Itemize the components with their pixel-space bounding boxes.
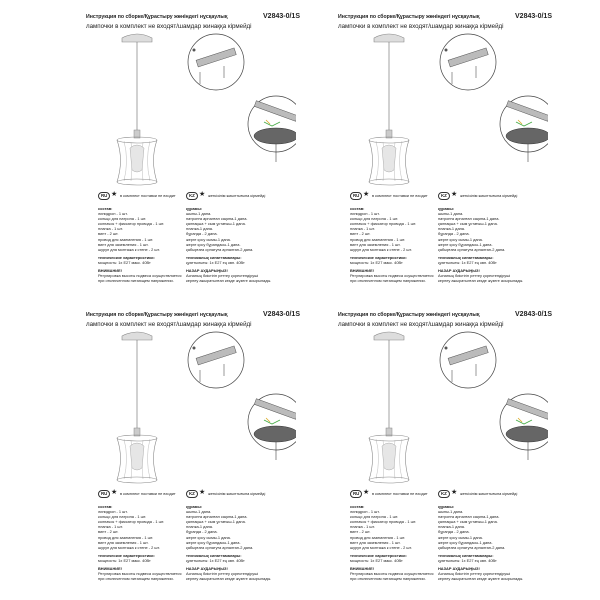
model-number: V2843-0/1S — [515, 311, 552, 318]
list-item: жерге қосу бұрандасы-1 дана. — [438, 539, 493, 545]
list-item: қабырғаға орнатуға арналған-2 дана. — [438, 246, 506, 252]
header-title: Инструкция по сборке/Құрастыру жөніндегі нұсқаулық V2843-0/1S — [86, 311, 300, 318]
list-item: планка-1 дана. — [186, 226, 214, 232]
ru-warning-line: при отключенном питающем напряжении. — [350, 576, 426, 582]
ru-note: в комплект поставки не входит — [120, 491, 176, 496]
kz-section-title: құрамы: — [186, 206, 203, 211]
list-item: планка - 1 шт. — [350, 524, 375, 530]
star-icon: ★ — [363, 489, 370, 496]
instruction-sheet — [320, 312, 552, 594]
kz-warning-title: НАЗАР АУДАРЫҢЫЗ! — [438, 268, 480, 274]
ru-warning-line: Регулировка высоты подвеса осуществляется — [98, 273, 182, 279]
ru-warning-title: ВНИМАНИЕ! — [350, 268, 374, 274]
list-item: шуруп для монтажа к стене - 2 шт. — [98, 246, 160, 252]
kz-specs-title: техникалық сипаттамалары: — [186, 254, 242, 260]
ru-column — [98, 206, 181, 283]
list-item: жерге қосу сымы-1 дана. — [438, 534, 483, 540]
ru-specs-title: технические характеристики: — [98, 254, 155, 260]
kz-specs-title: техникалық сипаттамалары: — [438, 552, 494, 558]
model-number: V2843-0/1S — [263, 13, 300, 20]
mounting-diagrams — [438, 32, 548, 182]
list-item: қалпақша + сым ұстағыш-1 дана. — [186, 519, 246, 525]
list-item: шыны-1 дана. — [438, 509, 464, 515]
list-item: винт - 2 шт. — [98, 231, 119, 237]
list-item: винт - 2 шт. — [350, 529, 371, 535]
kz-column — [438, 504, 523, 581]
star-icon: ★ — [199, 191, 206, 198]
list-item: бұранда - 2 дана. — [186, 231, 218, 237]
list-item: липидроп - 1 шт. — [98, 211, 128, 217]
kz-badge: KZ — [186, 192, 198, 200]
header-title: Инструкция по сборке/Құрастыру жөніндегі нұсқаулық V2843-0/1S — [338, 311, 552, 318]
model-number: V2843-0/1S — [515, 13, 552, 20]
kz-column — [438, 206, 523, 283]
star-icon: ★ — [451, 489, 458, 496]
list-item: шуруп для монтажа к стене - 2 шт. — [350, 246, 412, 252]
list-item: жерге қосу бұрандасы-1 дана. — [186, 241, 241, 247]
list-item: патронға арналған сақина-1 дана. — [438, 216, 500, 222]
list-item: бұранда - 2 дана. — [186, 529, 218, 535]
ru-section-title: состав: — [98, 504, 113, 509]
ru-section-title: состав: — [98, 206, 113, 211]
pendant-lamp-illustration — [354, 30, 424, 190]
list-item: колпачок + фиксатор провода - 1 шт. — [350, 519, 417, 525]
list-item: провод для заземления - 1 шт. — [350, 534, 406, 540]
header-subtitle: лампочки в комплект не входят/шамдар жинаққа кірмейді — [338, 321, 504, 328]
ru-note: в комплект поставки не входит — [372, 193, 428, 198]
kz-warning-title: НАЗАР АУДАРЫҢЫЗ! — [186, 566, 228, 572]
ru-specs-title: технические характеристики: — [98, 552, 155, 558]
list-item: планка-1 дана. — [186, 524, 214, 530]
pendant-lamp-illustration — [354, 328, 424, 488]
list-item: кольцо для патрона - 1 шт. — [98, 514, 147, 520]
pendant-lamp-illustration — [102, 30, 172, 190]
list-item: липидроп - 1 шт. — [350, 211, 380, 217]
pendant-lamp-illustration — [102, 328, 172, 488]
list-item: липидроп - 1 шт. — [98, 509, 128, 515]
ru-specs-title: технические характеристики: — [350, 254, 407, 260]
kz-section-title: құрамы: — [186, 504, 203, 509]
kz-badge: KZ — [438, 490, 450, 498]
kz-specs-title: техникалық сипаттамалары: — [438, 254, 494, 260]
list-item: провод для заземления - 1 шт. — [98, 236, 154, 242]
ru-column — [98, 504, 181, 581]
kz-warning-line: кернеу ажыратылған кезде жүзеге асырылады. — [438, 576, 524, 582]
list-item: планка - 1 шт. — [98, 226, 123, 232]
ru-warning-line: Регулировка высоты подвеса осуществляется — [350, 273, 434, 279]
star-icon: ★ — [363, 191, 370, 198]
kz-warning-line: кернеу ажыратылған кезде жүзеге асырылады. — [186, 576, 272, 582]
ru-warning-line: Регулировка высоты подвеса осуществляется — [350, 571, 434, 577]
list-item: қалпақша + сым ұстағыш-1 дана. — [438, 221, 498, 227]
list-item: планка-1 дана. — [438, 226, 466, 232]
ru-specs-value: мощность: 1x E27 макс. 40Вт — [350, 557, 403, 563]
model-number: V2843-0/1S — [263, 311, 300, 318]
list-item: бұранда - 2 дана. — [438, 529, 470, 535]
list-item: винт для заземления - 1 шт. — [350, 539, 401, 545]
star-icon: ★ — [199, 489, 206, 496]
list-item: липидроп - 1 шт. — [350, 509, 380, 515]
kz-specs-value: қуаттылығы: 1x E27 ең көп. 40Вт — [186, 259, 245, 265]
ru-warning-line: при отключенном питающем напряжении. — [98, 278, 174, 284]
ru-note: в комплект поставки не входит — [120, 193, 176, 198]
list-item: винт - 2 шт. — [98, 529, 119, 535]
ru-specs-value: мощность: 1x E27 макс. 40Вт — [350, 259, 403, 265]
ru-warning-line: при отключенном питающем напряжении. — [350, 278, 426, 284]
ru-section-title: состав: — [350, 206, 365, 211]
ru-section-title: состав: — [350, 504, 365, 509]
ru-note: в комплект поставки не входит — [372, 491, 428, 496]
list-item: кольцо для патрона - 1 шт. — [350, 514, 399, 520]
list-item: винт для заземления - 1 шт. — [98, 539, 149, 545]
ru-badge: RU — [350, 192, 362, 200]
kz-warning-line: Аспаның биіктігін реттеу қоректендіруші — [438, 571, 511, 577]
list-item: винт для заземления - 1 шт. — [98, 241, 149, 247]
list-item: провод для заземления - 1 шт. — [98, 534, 154, 540]
list-item: қабырғаға орнатуға арналған-2 дана. — [186, 246, 254, 252]
kz-warning-line: Аспаның биіктігін реттеу қоректендіруші — [186, 273, 259, 279]
instruction-sheet — [68, 14, 300, 296]
ru-badge: RU — [98, 490, 110, 498]
kz-warning-title: НАЗАР АУДАРЫҢЫЗ! — [438, 566, 480, 572]
kz-warning-title: НАЗАР АУДАРЫҢЫЗ! — [186, 268, 228, 274]
list-item: планка - 1 шт. — [350, 226, 375, 232]
list-item: шыны-1 дана. — [438, 211, 464, 217]
kz-specs-title: техникалық сипаттамалары: — [186, 552, 242, 558]
ru-column — [350, 504, 433, 581]
instruction-sheet — [320, 14, 552, 296]
kz-column — [186, 504, 271, 581]
list-item: колпачок + фиксатор провода - 1 шт. — [98, 519, 165, 525]
list-item: қалпақша + сым ұстағыш-1 дана. — [186, 221, 246, 227]
header-title: Инструкция по сборке/Құрастыру жөніндегі нұсқаулық V2843-0/1S — [338, 13, 552, 20]
list-item: винт - 2 шт. — [350, 231, 371, 237]
list-item: кольцо для патрона - 1 шт. — [350, 216, 399, 222]
kz-warning-line: Аспаның биіктігін реттеу қоректендіруші — [186, 571, 259, 577]
kz-note: жеткізілім жиынтығына кірмейді — [460, 193, 518, 198]
header-subtitle: лампочки в комплект не входят/шамдар жинаққа кірмейді — [86, 23, 252, 30]
header-subtitle: лампочки в комплект не входят/шамдар жинаққа кірмейді — [338, 23, 504, 30]
kz-specs-value: қуаттылығы: 1x E27 ең көп. 40Вт — [186, 557, 245, 563]
ru-warning-title: ВНИМАНИЕ! — [350, 566, 374, 572]
mounting-diagrams — [438, 330, 548, 480]
list-item: қалпақша + сым ұстағыш-1 дана. — [438, 519, 498, 525]
ru-badge: RU — [350, 490, 362, 498]
star-icon: ★ — [111, 489, 118, 496]
kz-section-title: құрамы: — [438, 504, 455, 509]
list-item: шуруп для монтажа к стене - 2 шт. — [98, 544, 160, 550]
list-item: қабырғаға орнатуға арналған-2 дана. — [186, 544, 254, 550]
mounting-diagrams — [186, 32, 296, 182]
ru-warning-line: при отключенном питающем напряжении. — [98, 576, 174, 582]
kz-warning-line: кернеу ажыратылған кезде жүзеге асырылады. — [186, 278, 272, 284]
kz-specs-value: қуаттылығы: 1x E27 ең көп. 40Вт — [438, 557, 497, 563]
kz-badge: KZ — [438, 192, 450, 200]
list-item: колпачок + фиксатор провода - 1 шт. — [350, 221, 417, 227]
kz-note: жеткізілім жиынтығына кірмейді — [208, 491, 266, 496]
list-item: шыны-1 дана. — [186, 509, 212, 515]
list-item: шыны-1 дана. — [186, 211, 212, 217]
kz-column — [186, 206, 271, 283]
ru-warning-line: Регулировка высоты подвеса осуществляется — [98, 571, 182, 577]
list-item: бұранда - 2 дана. — [438, 231, 470, 237]
list-item: жерге қосу сымы-1 дана. — [438, 236, 483, 242]
list-item: планка - 1 шт. — [98, 524, 123, 530]
list-item: шуруп для монтажа к стене - 2 шт. — [350, 544, 412, 550]
ru-column — [350, 206, 433, 283]
list-item: колпачок + фиксатор провода - 1 шт. — [98, 221, 165, 227]
list-item: жерге қосу бұрандасы-1 дана. — [186, 539, 241, 545]
list-item: кольцо для патрона - 1 шт. — [98, 216, 147, 222]
list-item: патронға арналған сақина-1 дана. — [186, 514, 248, 520]
ru-warning-title: ВНИМАНИЕ! — [98, 268, 122, 274]
mounting-diagrams — [186, 330, 296, 480]
kz-warning-line: кернеу ажыратылған кезде жүзеге асырылады. — [438, 278, 524, 284]
kz-specs-value: қуаттылығы: 1x E27 ең көп. 40Вт — [438, 259, 497, 265]
list-item: жерге қосу бұрандасы-1 дана. — [438, 241, 493, 247]
list-item: планка-1 дана. — [438, 524, 466, 530]
star-icon: ★ — [111, 191, 118, 198]
instruction-sheet — [68, 312, 300, 594]
kz-badge: KZ — [186, 490, 198, 498]
list-item: винт для заземления - 1 шт. — [350, 241, 401, 247]
list-item: қабырғаға орнатуға арналған-2 дана. — [438, 544, 506, 550]
ru-specs-title: технические характеристики: — [350, 552, 407, 558]
list-item: патронға арналған сақина-1 дана. — [438, 514, 500, 520]
ru-specs-value: мощность: 1x E27 макс. 40Вт — [98, 557, 151, 563]
kz-note: жеткізілім жиынтығына кірмейді — [460, 491, 518, 496]
list-item: жерге қосу сымы-1 дана. — [186, 534, 231, 540]
header-subtitle: лампочки в комплект не входят/шамдар жинаққа кірмейді — [86, 321, 252, 328]
kz-note: жеткізілім жиынтығына кірмейді — [208, 193, 266, 198]
ru-badge: RU — [98, 192, 110, 200]
ru-warning-title: ВНИМАНИЕ! — [98, 566, 122, 572]
list-item: жерге қосу сымы-1 дана. — [186, 236, 231, 242]
header-title: Инструкция по сборке/Құрастыру жөніндегі нұсқаулық V2843-0/1S — [86, 13, 300, 20]
star-icon: ★ — [451, 191, 458, 198]
list-item: провод для заземления - 1 шт. — [350, 236, 406, 242]
kz-warning-line: Аспаның биіктігін реттеу қоректендіруші — [438, 273, 511, 279]
list-item: патронға арналған сақина-1 дана. — [186, 216, 248, 222]
ru-specs-value: мощность: 1x E27 макс. 40Вт — [98, 259, 151, 265]
kz-section-title: құрамы: — [438, 206, 455, 211]
